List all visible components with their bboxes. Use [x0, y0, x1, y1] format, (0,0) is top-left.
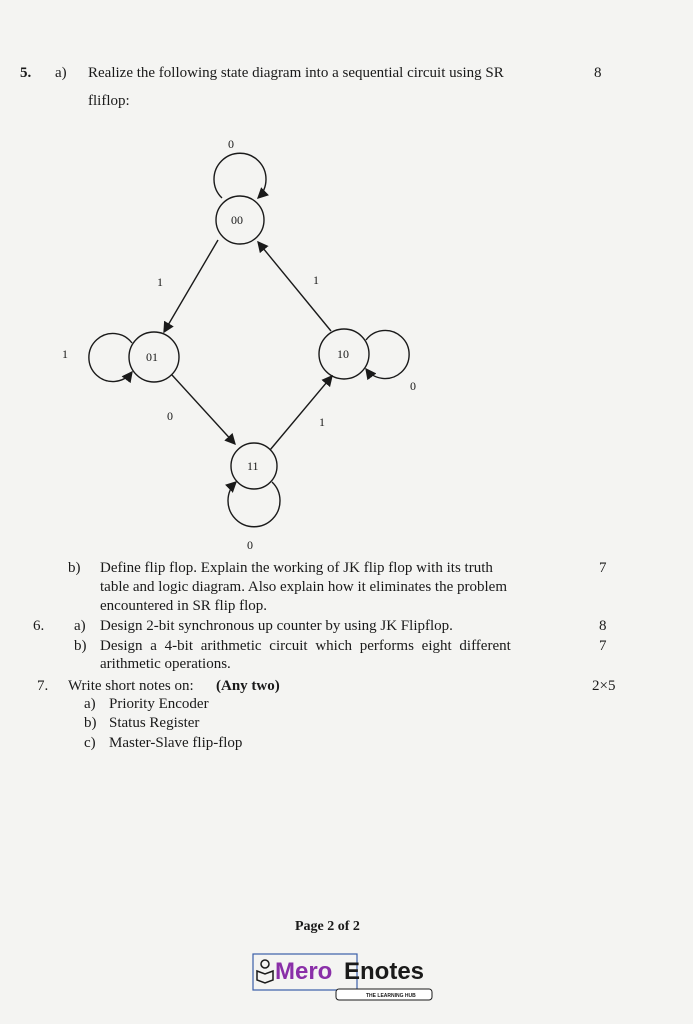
q7-marks: 2×5: [592, 678, 616, 694]
q6b-marks: 7: [599, 638, 607, 654]
reader-icon: [257, 960, 273, 983]
state-diagram: [0, 120, 693, 560]
edge-11-10-label: 1: [319, 415, 325, 429]
q5-number: 5.: [20, 65, 32, 81]
loop-00: [214, 153, 266, 198]
q7-item-c-label: c): [84, 735, 96, 751]
edge-00-01: [164, 240, 218, 332]
q6-number: 6.: [33, 618, 45, 634]
q6a-marks: 8: [599, 618, 607, 634]
q7-item-b-label: b): [84, 715, 97, 731]
q5a-text: Realize the following state diagram into a sequential circuit using SR: [88, 65, 504, 81]
q7-number: 7.: [37, 678, 49, 694]
logo-enotes: Enotes: [344, 958, 425, 985]
q5b-marks: 7: [599, 560, 607, 576]
q6b-text: Design a 4-bit arithmetic circuit which performs eight different: [100, 638, 511, 654]
q5a-marks: 8: [594, 65, 602, 81]
q7-item-a-label: a): [84, 696, 96, 712]
q6a-label: a): [74, 618, 86, 634]
loop-10-label: 0: [410, 379, 416, 393]
q7-item-c-text: Master-Slave flip-flop: [109, 735, 243, 751]
state-01-label: 01: [146, 350, 158, 364]
page-number: Page 2 of 2: [295, 919, 360, 934]
loop-00-label: 0: [228, 137, 234, 151]
state-11-label: 11: [247, 459, 259, 473]
q7-item-a-text: Priority Encoder: [109, 696, 209, 712]
edge-10-00-label: 1: [313, 273, 319, 287]
meroenotes-logo: [252, 952, 434, 1002]
loop-11-label: 0: [247, 538, 253, 552]
loop-10: [366, 331, 409, 379]
q5b-text-2: table and logic diagram. Also explain how it eliminates the problem: [100, 579, 507, 595]
state-10-label: 10: [337, 347, 349, 361]
edge-11-10: [270, 376, 332, 450]
edge-01-11: [172, 375, 235, 444]
edge-01-11-label: 0: [167, 409, 173, 423]
q5a-label: a): [55, 65, 67, 81]
loop-01-label: 1: [62, 347, 68, 361]
edge-10-00: [258, 242, 331, 331]
loop-01: [89, 334, 132, 382]
q7-text-bold: (Any two): [216, 678, 280, 694]
logo-tagline: THE LEARNING HUB: [366, 993, 416, 999]
q5a-text-2: fliflop:: [88, 93, 130, 109]
q6b-label: b): [74, 638, 87, 654]
q6b-text-2: arithmetic operations.: [100, 656, 231, 672]
q7-text-main: Write short notes on:: [68, 678, 194, 694]
q5b-label: b): [68, 560, 81, 576]
logo-mero: Mero: [275, 958, 333, 985]
q5b-text: Define flip flop. Explain the working of JK flip flop with its truth: [100, 560, 493, 576]
edge-00-01-label: 1: [157, 275, 163, 289]
q5b-text-3: encountered in SR flip flop.: [100, 598, 268, 614]
q6a-text: Design 2-bit synchronous up counter by using JK Flipflop.: [100, 618, 453, 634]
q7-item-b-text: Status Register: [109, 715, 200, 731]
state-00-label: 00: [231, 213, 243, 227]
